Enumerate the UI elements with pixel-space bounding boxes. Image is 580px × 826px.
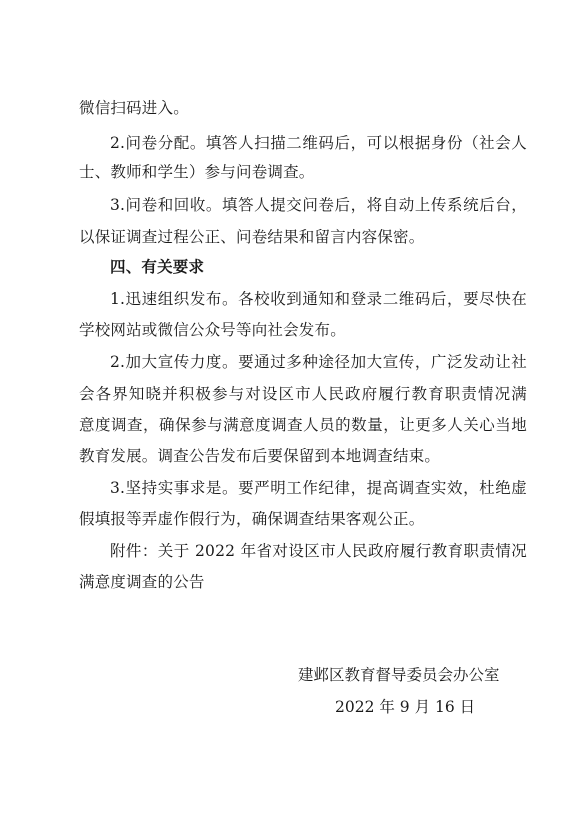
- text-line: 1.迅速组织发布。各校收到通知和登录二维码后，要尽快在: [110, 290, 527, 308]
- text-line: 2.加大宣传力度。要通过多种途径加大宣传，广泛发动让社: [110, 353, 527, 371]
- text-line: 假填报等弄虚作假行为，确保调查结果客观公正。: [79, 510, 425, 528]
- text-line: 学校网站或微信公众号等向社会发布。: [79, 321, 346, 339]
- text-line: 以保证调查过程公正、问卷结果和留言内容保密。: [79, 228, 425, 246]
- attachment-line: 附件：关于 2022 年省对设区市人民政府履行教育职责情况: [110, 542, 527, 560]
- text-line: 3.坚持实事求是。要严明工作纪律，提高调查实效，杜绝虚: [110, 479, 527, 497]
- text-line: 意度调查，确保参与满意度调查人员的数量，让更多人关心当地: [79, 416, 527, 434]
- signature-org: 建邺区教育督导委员会办公室: [298, 666, 500, 684]
- text-line: 2.问卷分配。填答人扫描二维码后，可以根据身份（社会人: [110, 134, 527, 152]
- attachment-line: 满意度调查的公告: [79, 573, 205, 591]
- text-line: 士、教师和学生）参与问卷调查。: [79, 163, 315, 181]
- text-line: 会各界知晓并积极参与对设区市人民政府履行教育职责情况满: [79, 385, 527, 403]
- signature-date: 2022 年 9 月 16 日: [335, 698, 476, 716]
- section-heading: 四、有关要求: [110, 258, 205, 276]
- text-line: 3.问卷和回收。填答人提交问卷后，将自动上传系统后台，: [110, 196, 527, 214]
- text-line: 教育发展。调查公告发布后要保留到本地调查结束。: [79, 447, 441, 465]
- text-line: 微信扫码进入。: [79, 99, 189, 117]
